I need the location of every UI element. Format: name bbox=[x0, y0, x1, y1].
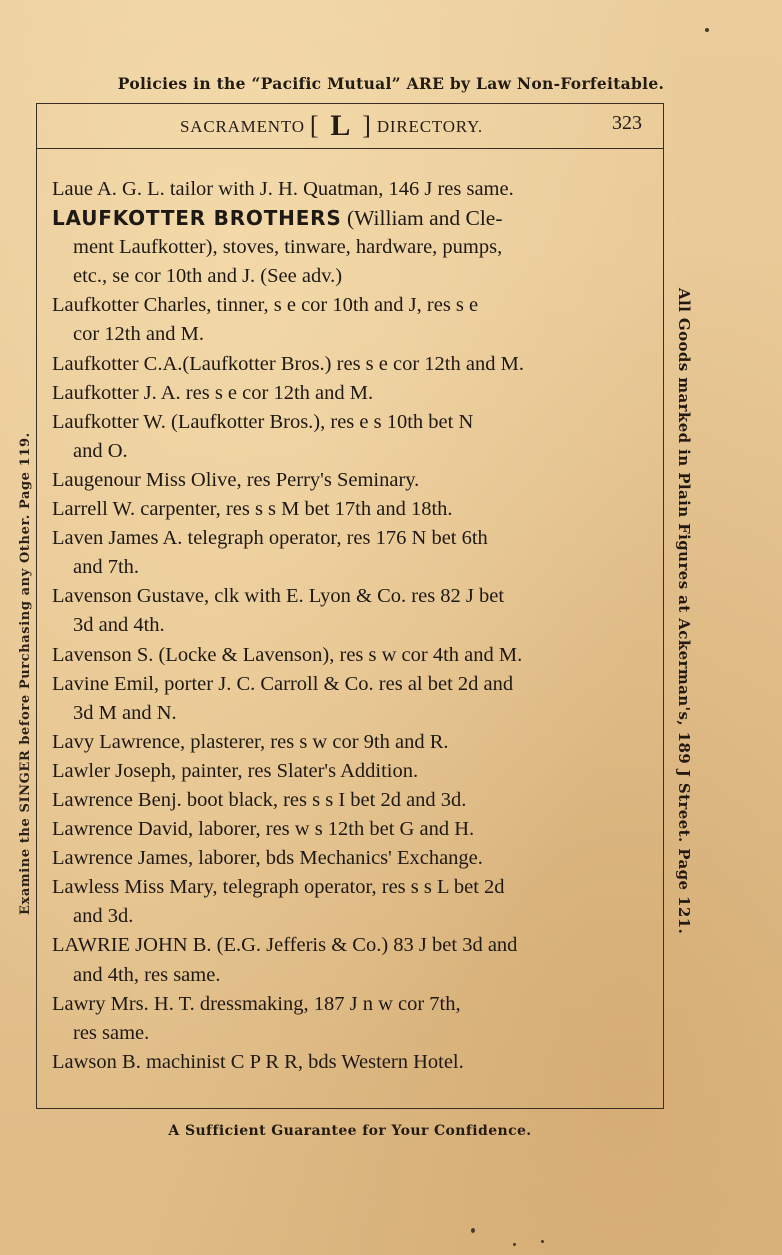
directory-line-text: and 4th, res same. bbox=[73, 963, 221, 986]
directory-line bbox=[52, 204, 652, 233]
running-head-bracket-open: [ bbox=[309, 111, 320, 140]
directory-line-text: and 3d. bbox=[73, 905, 134, 928]
paper-speck bbox=[705, 28, 709, 32]
directory-line-text: Lawless Miss Mary, telegraph operator, res s s L bet 2d bbox=[52, 876, 505, 899]
directory-line bbox=[52, 437, 652, 466]
directory-line bbox=[52, 902, 652, 931]
directory-line bbox=[52, 990, 652, 1019]
directory-line-text: res same. bbox=[73, 1021, 150, 1044]
directory-bold-name: LAUFKOTTER BROTHERS bbox=[52, 206, 342, 231]
directory-line bbox=[52, 175, 652, 204]
top-advertisement: Policies in the “Pacific Mutual” ARE by Law Non-Forfeitable. bbox=[117, 74, 665, 93]
bottom-advertisement: A Sufficient Guarantee for Your Confidence. bbox=[168, 1123, 532, 1139]
directory-line-text: Lavenson Gustave, clk with E. Lyon & Co. res 82 J bet bbox=[52, 585, 505, 608]
directory-line-text: Laufkotter C.A.(Laufkotter Bros.) res s e cor 12th and M. bbox=[52, 352, 524, 375]
directory-line bbox=[52, 350, 652, 379]
directory-line bbox=[52, 611, 652, 640]
directory-line-text: 3d M and N. bbox=[73, 701, 177, 724]
directory-line-text: Lavy Lawrence, plasterer, res s w cor 9th and R. bbox=[52, 730, 449, 753]
directory-line bbox=[52, 815, 652, 844]
directory-line bbox=[52, 262, 652, 291]
directory-line-text: Lavine Emil, porter J. C. Carroll & Co. res al bet 2d and bbox=[52, 672, 514, 695]
directory-line bbox=[52, 1048, 652, 1077]
directory-line bbox=[52, 844, 652, 873]
directory-line-text: and 7th. bbox=[73, 556, 140, 579]
directory-line bbox=[52, 961, 652, 990]
header-rule bbox=[36, 148, 664, 149]
directory-line bbox=[52, 553, 652, 582]
directory-line-text: Laven James A. telegraph operator, res 176 N bet 6th bbox=[52, 527, 488, 550]
directory-line bbox=[52, 320, 652, 349]
running-head-letter: L bbox=[330, 109, 352, 142]
directory-line bbox=[52, 757, 652, 786]
running-head-bracket-close: ] bbox=[362, 111, 372, 140]
directory-line bbox=[52, 641, 652, 670]
directory-line-text: etc., se cor 10th and J. (See adv.) bbox=[73, 265, 343, 288]
directory-line bbox=[52, 466, 652, 495]
directory-entries bbox=[52, 175, 652, 1077]
directory-line-text: Lawler Joseph, painter, res Slater's Addition. bbox=[52, 759, 419, 782]
running-head-title: DIRECTORY. bbox=[376, 117, 483, 136]
directory-line-text: Laufkotter J. A. res s e cor 12th and M. bbox=[52, 381, 374, 404]
directory-line-text: Lawrence James, laborer, bds Mechanics' Exchange. bbox=[52, 847, 483, 870]
directory-line-text: Lawry Mrs. H. T. dressmaking, 187 J n w cor 7th, bbox=[52, 992, 461, 1015]
directory-line bbox=[52, 873, 652, 902]
directory-line-text: Lavenson S. (Locke & Lavenson), res s w cor 4th and M. bbox=[52, 643, 523, 666]
paper-speck bbox=[541, 1240, 544, 1243]
directory-line bbox=[52, 524, 652, 553]
running-head-city: SACRAMENTO bbox=[180, 117, 305, 136]
directory-line bbox=[52, 786, 652, 815]
directory-line-text: Laufkotter Charles, tinner, s e cor 10th and J, res s e bbox=[52, 294, 479, 317]
directory-line bbox=[52, 582, 652, 611]
directory-line bbox=[52, 670, 652, 699]
directory-line bbox=[52, 233, 652, 262]
directory-line-text: Larrell W. carpenter, res s s M bet 17th and 18th. bbox=[52, 498, 453, 521]
paper-speck bbox=[471, 1228, 475, 1233]
directory-line-text: LAWRIE JOHN B. (E.G. Jefferis & Co.) 83 J bet 3d and bbox=[52, 934, 518, 957]
directory-line bbox=[52, 728, 652, 757]
running-head bbox=[180, 109, 483, 143]
directory-line-text: Lawrence David, laborer, res w s 12th bet G and H. bbox=[52, 818, 475, 841]
directory-line bbox=[52, 379, 652, 408]
directory-line-text: Lawrence Benj. boot black, res s s I bet 2d and 3d. bbox=[52, 788, 467, 811]
page-number: 323 bbox=[612, 112, 642, 134]
right-margin-advertisement: All Goods marked in Plain Figures at Ackerman's, 189 J Street. Page 121. bbox=[675, 288, 693, 935]
directory-line-text: Lawson B. machinist C P R R, bds Western Hotel. bbox=[52, 1050, 464, 1073]
directory-line-text: Laue A. G. L. tailor with J. H. Quatman, 146 J res same. bbox=[52, 178, 514, 200]
directory-line-text: cor 12th and M. bbox=[73, 323, 204, 346]
directory-line bbox=[52, 699, 652, 728]
directory-line-text: ment Laufkotter), stoves, tinware, hardware, pumps, bbox=[73, 236, 503, 259]
directory-line-text: (William and Cle- bbox=[341, 206, 503, 231]
directory-line bbox=[52, 408, 652, 437]
directory-line-text: Laugenour Miss Olive, res Perry's Seminary. bbox=[52, 468, 420, 491]
directory-line-text: 3d and 4th. bbox=[73, 614, 165, 637]
left-margin-advertisement: Examine the SINGER before Purchasing any Other. Page 119. bbox=[18, 432, 33, 915]
directory-line bbox=[52, 495, 652, 524]
directory-line-text: Laufkotter W. (Laufkotter Bros.), res e s 10th bet N bbox=[52, 410, 474, 433]
directory-line-text: and O. bbox=[73, 439, 128, 462]
directory-line bbox=[52, 291, 652, 320]
directory-line bbox=[52, 931, 652, 960]
directory-line bbox=[52, 1019, 652, 1048]
paper-speck bbox=[513, 1243, 516, 1246]
